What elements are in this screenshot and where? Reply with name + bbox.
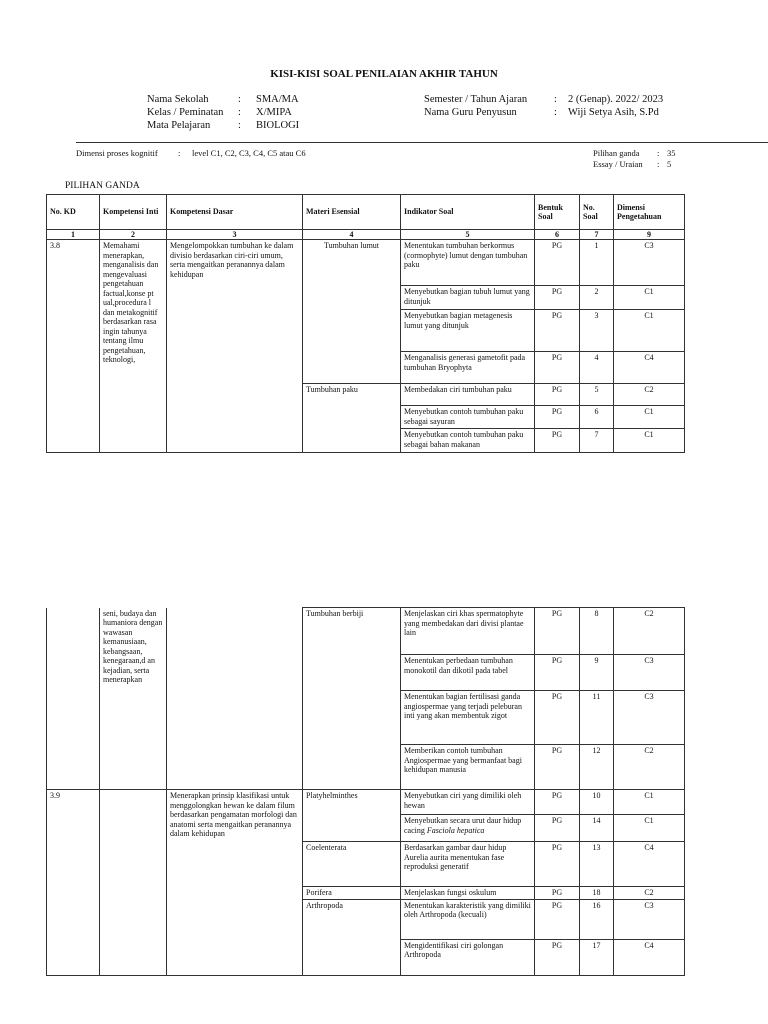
kompetensi-dasar-text: Mengelompokkan tumbuhan ke dalam divisio berdasarkan ciri-ciri umum, serta mengaitkan peranannya dalam kehidupan (167, 240, 303, 453)
kompetensi-dasar-cont (167, 608, 303, 790)
meta-colon: : (554, 94, 557, 105)
meta-value-guru: Wiji Setya Asih, S.Pd (568, 107, 659, 118)
meta-label-mapel: Mata Pelajaran (147, 120, 211, 131)
bentuk-soal: PG (535, 842, 580, 887)
pilihan-ganda-count: 35 (667, 148, 676, 158)
meta-value-nama-sekolah: SMA/MA (256, 94, 299, 105)
kompetensi-inti-text: Memahami menerapkan, menganalisis dan mengevaluasi pengetahuan factual,konse pt ual,procedura l dan metakognitif berdasarkan rasa ingin tahunya tentang ilmu pengetahuan, teknologi, (100, 240, 167, 453)
no-soal: 12 (580, 745, 614, 790)
indikator-soal: Menentukan bagian fertilisasi ganda angiospermae yang terjadi peleburan inti yang akan membentuk zigot (401, 691, 535, 745)
column-number-row (47, 230, 685, 240)
indikator-soal: Menganalisis generasi gametofit pada tumbuhan Bryophyta (401, 352, 535, 384)
no-soal: 1 (580, 240, 614, 286)
bentuk-soal: PG (535, 815, 580, 842)
meta-value-kelas: X/MIPA (256, 107, 292, 118)
bentuk-soal: PG (535, 384, 580, 406)
dimensi-pengetahuan: C3 (614, 655, 685, 691)
dimensi-pengetahuan: C3 (614, 691, 685, 745)
materi-porifera: Porifera (303, 887, 401, 900)
no-soal: 2 (580, 286, 614, 310)
bentuk-soal: PG (535, 887, 580, 900)
species-name: Fasciola hepatica (426, 825, 485, 835)
column-number: 7 (580, 230, 614, 240)
dimensi-pengetahuan: C2 (614, 608, 685, 655)
pg-colon: : (657, 148, 660, 158)
column-number: 4 (303, 230, 401, 240)
bentuk-soal: PG (535, 286, 580, 310)
header-no-kd: No. KD (47, 195, 100, 230)
dimensi-pengetahuan: C4 (614, 842, 685, 887)
dimensi-pengetahuan: C3 (614, 899, 685, 939)
bentuk-soal: PG (535, 790, 580, 815)
meta-label-guru: Nama Guru Penyusun (424, 107, 517, 118)
table-row (47, 608, 685, 655)
kompetensi-dasar-text: Menerapkan prinsip klasifikasi untuk menggolongkan hewan ke dalam filum berdasarkan pengamatan morfologi dan anatomi serta mengaitkan peranannya dalam kehidupan (167, 790, 303, 976)
column-number: 1 (47, 230, 100, 240)
meta-colon: : (238, 120, 241, 131)
indikator-soal: Menyebutkan ciri yang dimiliki oleh hewan (401, 790, 535, 815)
column-number: 5 (401, 230, 535, 240)
dimensi-value: level C1, C2, C3, C4, C5 atau C6 (192, 148, 306, 158)
materi-arthropoda: Arthropoda (303, 899, 401, 975)
header-kompetensi-dasar: Kompetensi Dasar (167, 195, 303, 230)
materi-platyhelminthes: Platyhelminthes (303, 790, 401, 842)
indikator-soal: Menentukan tumbuhan berkormus (cormophyte) lumut dengan tumbuhan paku (401, 240, 535, 286)
kd-number-cont (47, 608, 100, 790)
indikator-soal: Menentukan perbedaan tumbuhan monokotil dan dikotil pada tabel (401, 655, 535, 691)
dimensi-pengetahuan: C1 (614, 406, 685, 429)
pilihan-ganda-label: Pilihan ganda (593, 148, 640, 158)
kd-number: 3.8 (47, 240, 100, 453)
bentuk-soal: PG (535, 691, 580, 745)
header-kompetensi-inti: Kompetensi Inti (100, 195, 167, 230)
dimensi-pengetahuan: C1 (614, 429, 685, 453)
no-soal: 8 (580, 608, 614, 655)
no-soal: 16 (580, 899, 614, 939)
bentuk-soal: PG (535, 310, 580, 352)
indikator-soal: Menyebutkan contoh tumbuhan paku sebagai bahan makanan (401, 429, 535, 453)
indikator-soal: Menjelaskan fungsi oskulum (401, 887, 535, 900)
no-soal: 9 (580, 655, 614, 691)
dimensi-pengetahuan: C1 (614, 310, 685, 352)
indikator-soal (401, 815, 535, 842)
column-number: 2 (100, 230, 167, 240)
dimensi-pengetahuan: C1 (614, 790, 685, 815)
meta-label-kelas: Kelas / Peminatan (147, 107, 224, 118)
no-soal: 6 (580, 406, 614, 429)
materi-coelenterata: Coelenterata (303, 842, 401, 887)
indikator-soal: Menentukan karakteristik yang dimiliki oleh Arthropoda (kecuali) (401, 899, 535, 939)
dimensi-pengetahuan: C4 (614, 352, 685, 384)
column-number: 9 (614, 230, 685, 240)
table-row (47, 790, 685, 815)
header-dimensi-pengetahuan: Dimensi Pengetahuan (614, 195, 685, 230)
no-soal: 5 (580, 384, 614, 406)
indikator-soal: Menyebutkan bagian metagenesis lumut yang ditunjuk (401, 310, 535, 352)
no-soal: 10 (580, 790, 614, 815)
bentuk-soal: PG (535, 745, 580, 790)
materi-tumbuhan-lumut: Tumbuhan lumut (303, 240, 401, 384)
meta-label-nama-sekolah: Nama Sekolah (147, 94, 209, 105)
meta-label-semester: Semester / Tahun Ajaran (424, 94, 528, 105)
no-soal: 3 (580, 310, 614, 352)
kisi-table-page1 (46, 194, 685, 453)
no-soal: 17 (580, 939, 614, 975)
dimensi-pengetahuan: C2 (614, 384, 685, 406)
indikator-soal: Menyebutkan contoh tumbuhan paku sebagai sayuran (401, 406, 535, 429)
dimensi-pengetahuan: C1 (614, 286, 685, 310)
kompetensi-inti-empty (100, 790, 167, 976)
no-soal: 14 (580, 815, 614, 842)
header-divider (76, 142, 768, 143)
section-label: PILIHAN GANDA (65, 181, 140, 191)
bentuk-soal: PG (535, 608, 580, 655)
meta-value-mapel: BIOLOGI (256, 120, 300, 131)
dimensi-pengetahuan: C2 (614, 745, 685, 790)
dimensi-pengetahuan: C3 (614, 240, 685, 286)
column-number: 3 (167, 230, 303, 240)
no-soal: 4 (580, 352, 614, 384)
header-bentuk-soal: Bentuk Soal (535, 195, 580, 230)
bentuk-soal: PG (535, 406, 580, 429)
dimensi-colon: : (178, 148, 181, 158)
header-indikator-soal: Indikator Soal (401, 195, 535, 230)
dimensi-pengetahuan: C1 (614, 815, 685, 842)
no-soal: 11 (580, 691, 614, 745)
kd-number: 3.9 (47, 790, 100, 976)
header-no-soal: No. Soal (580, 195, 614, 230)
indikator-soal: Memberikan contoh tumbuhan Angiospermae yang bermanfaat bagi kehidupan manusia (401, 745, 535, 790)
essay-count: 5 (667, 159, 672, 169)
column-number: 6 (535, 230, 580, 240)
meta-colon: : (238, 94, 241, 105)
bentuk-soal: PG (535, 655, 580, 691)
meta-colon: : (238, 107, 241, 118)
bentuk-soal: PG (535, 352, 580, 384)
bentuk-soal: PG (535, 899, 580, 939)
meta-colon: : (554, 107, 557, 118)
materi-tumbuhan-paku: Tumbuhan paku (303, 384, 401, 453)
indikator-soal: Membedakan ciri tumbuhan paku (401, 384, 535, 406)
essay-colon: : (657, 159, 660, 169)
indikator-text: Menyebutkan secara urut daur hidup cacing (404, 816, 522, 835)
indikator-soal: Menyebutkan bagian tubuh lumut yang ditunjuk (401, 286, 535, 310)
kisi-table-page2 (46, 607, 685, 976)
materi-tumbuhan-berbiji: Tumbuhan berbiji (303, 608, 401, 790)
no-soal: 13 (580, 842, 614, 887)
table-row (47, 240, 685, 286)
bentuk-soal: PG (535, 240, 580, 286)
dimensi-label: Dimensi proses kognitif (76, 148, 158, 158)
bentuk-soal: PG (535, 429, 580, 453)
indikator-soal: Mengidentifikasi ciri golongan Arthropoda (401, 939, 535, 975)
essay-label: Essay / Uraian (593, 159, 643, 169)
dimensi-pengetahuan: C4 (614, 939, 685, 975)
header-materi-esensial: Materi Esensial (303, 195, 401, 230)
kompetensi-inti-text-cont: seni, budaya dan humaniora dengan wawasan kemanusiaan, kebangsaan, kenegaraan,d an kejadian, serta menerapkan (100, 608, 167, 790)
indikator-soal: Berdasarkan gambar daur hidup Aurelia aurita menentukan fase reproduksi generatif (401, 842, 535, 887)
bentuk-soal: PG (535, 939, 580, 975)
table-header-row (47, 195, 685, 230)
document-title: KISI-KISI SOAL PENILAIAN AKHIR TAHUN (270, 68, 498, 80)
meta-value-semester: 2 (Genap). 2022/ 2023 (568, 94, 664, 105)
no-soal: 18 (580, 887, 614, 900)
dimensi-pengetahuan: C2 (614, 887, 685, 900)
indikator-soal: Menjelaskan ciri khas spermatophyte yang membedakan dari divisi plantae lain (401, 608, 535, 655)
no-soal: 7 (580, 429, 614, 453)
